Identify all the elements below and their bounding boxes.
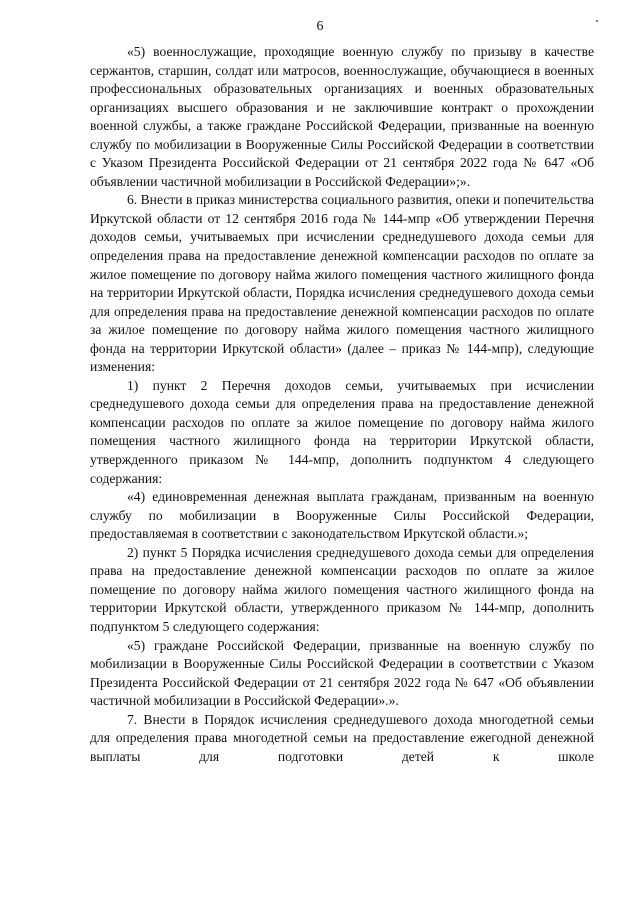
paragraph-item-7: 7. Внести в Порядок исчисления среднедушевого дохода многодетной семьи для определения права многодетной семьи на предоставление ежегодной денежной выплаты для подготовки детей к школе bbox=[90, 711, 594, 764]
paragraph-subitem-1: 1) пункт 2 Перечня доходов семьи, учитываемых при исчислении среднедушевого дохода семьи для определения права на предоставление денежной компенсации расходов по оплате за жилое помещение по договору найма жилого помещения частного жилищного фонда на территории Иркутской области, утвержденного приказом № 144-мпр, дополнить подпунктом 4 следующего содержания: bbox=[90, 377, 594, 486]
paragraph-subclause-5: «5) граждане Российской Федерации, призванные на военную службу по мобилизации в Вооруженные Силы Российской Федерации в соответствии с Указом Президента Российской Федерации от 21 сентября 2022 года № 647 «Об объявлении частичной мобилизации в Российской Федерации».». bbox=[90, 637, 594, 709]
paragraph-subitem-2: 2) пункт 5 Порядка исчисления среднедушевого дохода семьи для определения права на предоставление денежной компенсации расходов по оплате за жилое помещение по договору найма жилого помещения частного жилищного фонда на территории Иркутской области, утвержденного приказом № 144-мпр, дополнить подпунктом 5 следующего содержания: bbox=[90, 544, 594, 634]
document-body bbox=[90, 43, 594, 766]
paragraph-subclause-4: «4) единовременная денежная выплата гражданам, призванным на военную службу по мобилизации в Вооруженные Силы Российской Федерации, предоставляемая в соответствии с законодательством Иркутской области.»; bbox=[90, 489, 594, 542]
paragraph-item-6: 6. Внести в приказ министерства социального развития, опеки и попечительства Иркутской области от 12 сентября 2016 года № 144-мпр «Об утверждении Перечня доходов семьи, учитываемых при исчислении среднедушевого дохода семьи для определения права на предоставление денежной компенсации расходов по оплате за жилое помещение по договору найма жилого помещения частного жилищного фонда на территории Иркутской области, Порядка исчисления среднедушевого дохода семьи для определения права на предоставление денежной компенсации расходов по оплате за жилое помещение по договору найма жилого помещения частного жилищного фонда на территории Иркутской области» (далее – приказ № 144-мпр), следующие изменения: bbox=[90, 192, 594, 375]
page-number: 6 bbox=[316, 19, 324, 34]
scan-speck bbox=[596, 20, 598, 22]
paragraph-clause-5: «5) военнослужащие, проходящие военную службу по призыву в качестве сержантов, старшин, солдат или матросов, военнослужащие, обучающиеся в военных профессиональных образовательных организациях и военных образовательных организациях высшего образования и не заключившие контракт о прохождении военной службы, а также граждане Российской Федерации, призванные на военную службу по мобилизации в Вооруженные Силы Российской Федерации в соответствии с Указом Президента Российской Федерации от 21 сентября 2022 года № 647 «Об объявлении частичной мобилизации в Российской Федерации»;». bbox=[90, 44, 594, 189]
